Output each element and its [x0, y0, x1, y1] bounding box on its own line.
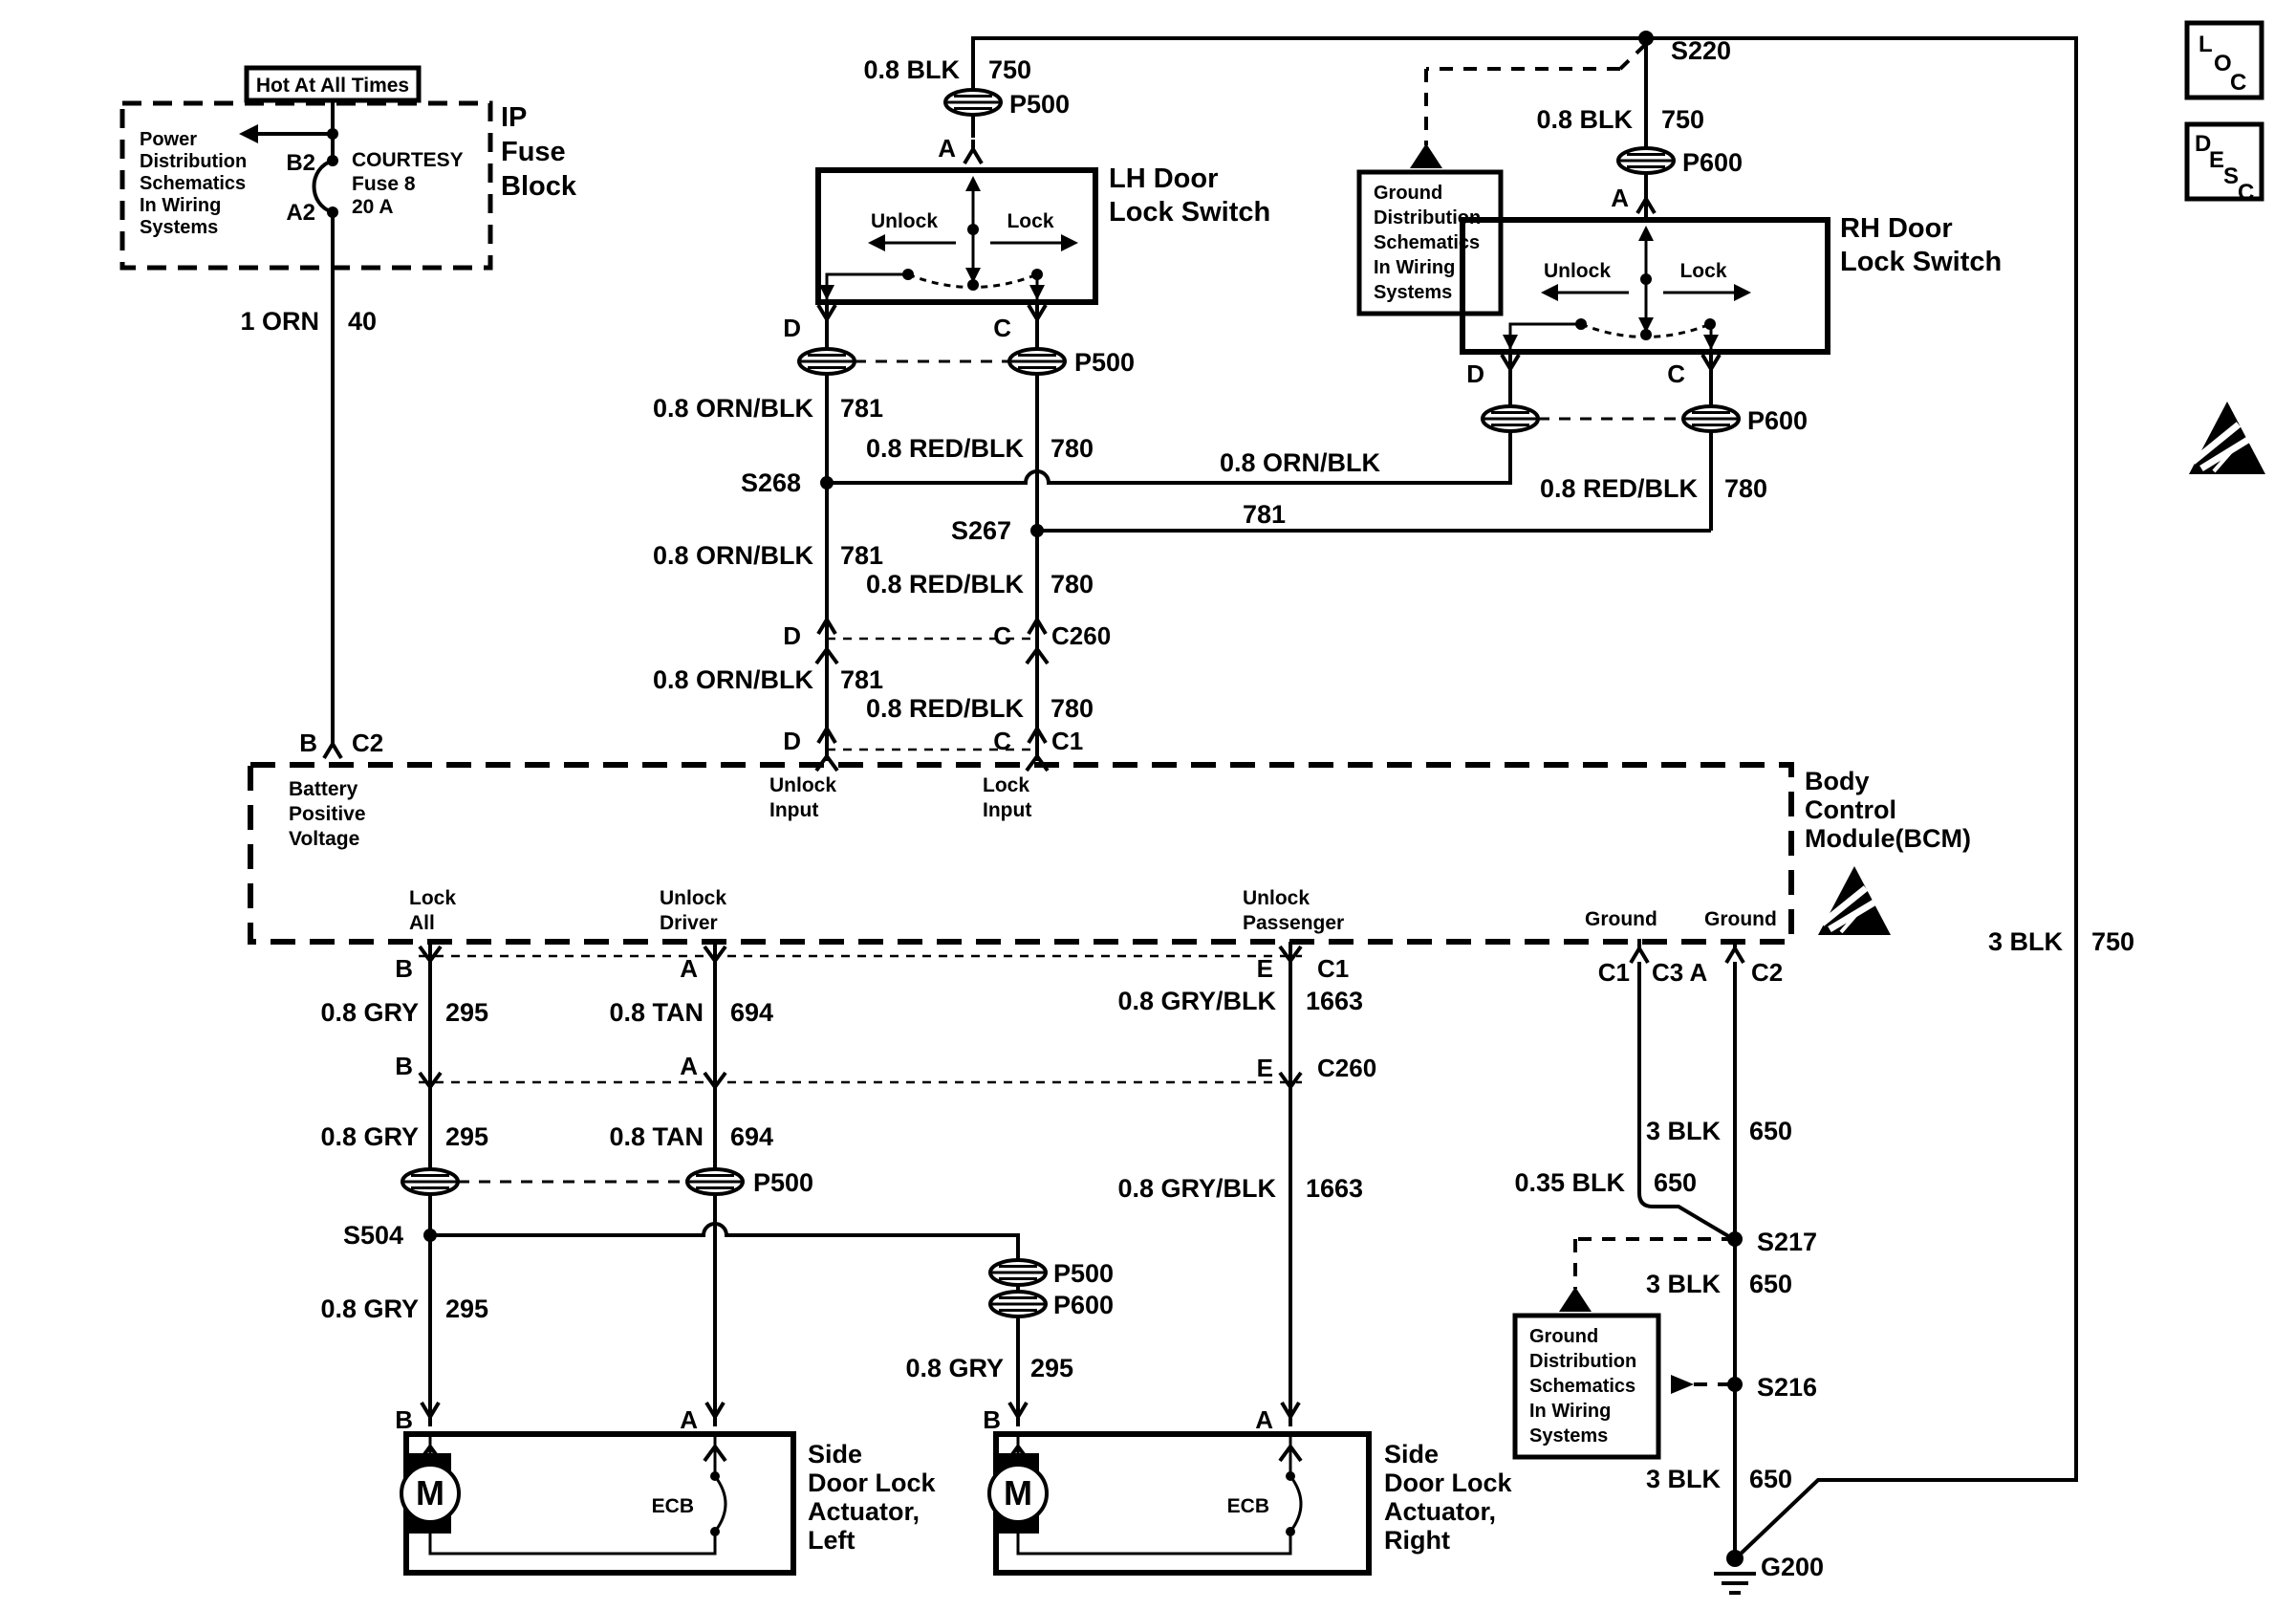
- svg-text:1663: 1663: [1306, 987, 1364, 1015]
- svg-text:3 BLK: 3 BLK: [1645, 1117, 1721, 1145]
- right-arrowhead: [1671, 1375, 1694, 1394]
- bcm-output-wires: [320, 942, 1376, 1417]
- splice-s216: [1727, 1377, 1743, 1392]
- svg-text:295: 295: [445, 1122, 489, 1151]
- svg-text:0.8 TAN: 0.8 TAN: [609, 998, 704, 1027]
- svg-text:Systems: Systems: [140, 217, 219, 238]
- svg-text:G200: G200: [1761, 1553, 1825, 1581]
- svg-text:1663: 1663: [1306, 1174, 1364, 1203]
- svg-text:P500: P500: [1053, 1259, 1115, 1288]
- pin-a2: A2: [286, 200, 315, 226]
- svg-text:781: 781: [1243, 500, 1287, 529]
- svg-text:Positive: Positive: [289, 803, 366, 825]
- svg-text:D: D: [783, 727, 801, 755]
- svg-text:3 BLK: 3 BLK: [1645, 1465, 1721, 1493]
- svg-text:C1: C1: [1317, 954, 1350, 983]
- side-door-lock-actuator-left: [395, 1403, 936, 1573]
- lh-switch-output-wires: [653, 302, 1135, 771]
- svg-text:295: 295: [445, 1295, 489, 1323]
- svg-text:750: 750: [988, 55, 1032, 84]
- svg-text:B: B: [395, 954, 413, 983]
- svg-text:3 BLK: 3 BLK: [1645, 1270, 1721, 1298]
- ground-symbol: [1714, 1574, 1756, 1593]
- svg-text:B: B: [395, 1405, 413, 1434]
- svg-text:P500: P500: [1009, 90, 1071, 119]
- svg-text:0.8 ORN/BLK: 0.8 ORN/BLK: [1219, 448, 1381, 477]
- svg-text:0.8 RED/BLK: 0.8 RED/BLK: [865, 434, 1024, 463]
- svg-text:All: All: [409, 912, 435, 934]
- svg-text:S220: S220: [1671, 36, 1732, 65]
- bcm-title: Body: [1805, 767, 1870, 795]
- svg-text:295: 295: [1030, 1354, 1074, 1382]
- connector-p600-stack: [990, 1292, 1046, 1316]
- lh-pin-d: D: [783, 314, 801, 342]
- svg-text:S217: S217: [1757, 1228, 1818, 1256]
- svg-text:S216: S216: [1757, 1373, 1818, 1402]
- svg-text:3 BLK: 3 BLK: [1987, 927, 2063, 956]
- svg-text:Actuator,: Actuator,: [1384, 1497, 1497, 1526]
- ecb-label: ECB: [651, 1495, 694, 1517]
- svg-text:750: 750: [2091, 927, 2135, 956]
- svg-text:Passenger: Passenger: [1243, 912, 1345, 934]
- svg-text:Systems: Systems: [1529, 1425, 1609, 1447]
- lock-input: Lock: [983, 774, 1030, 796]
- svg-text:A: A: [1255, 1405, 1273, 1434]
- actuator-right-box: [996, 1434, 1369, 1573]
- unlock-input: Unlock: [769, 774, 837, 796]
- svg-text:Actuator,: Actuator,: [808, 1497, 921, 1526]
- svg-text:C1: C1: [1051, 727, 1084, 755]
- svg-text:C260: C260: [1317, 1054, 1377, 1082]
- lh-switch-title: LH Door: [1109, 163, 1219, 194]
- svg-text:780: 780: [1724, 474, 1768, 503]
- lh-pin-a: A: [938, 134, 956, 163]
- svg-text:Voltage: Voltage: [289, 828, 360, 850]
- svg-text:0.8 GRY/BLK: 0.8 GRY/BLK: [1117, 987, 1276, 1015]
- svg-text:A: A: [680, 954, 698, 983]
- esd-warning-icon-page: [2189, 402, 2265, 474]
- svg-text:781: 781: [840, 394, 884, 423]
- svg-text:0.35 BLK: 0.35 BLK: [1514, 1168, 1625, 1197]
- svg-text:S: S: [2223, 163, 2240, 189]
- ground-label-left: Ground: [1585, 908, 1657, 930]
- svg-text:Right: Right: [1384, 1526, 1450, 1555]
- svg-text:C: C: [993, 727, 1011, 755]
- bcm-ground-wires: [1514, 927, 2134, 1593]
- svg-text:Ground: Ground: [1529, 1326, 1599, 1347]
- svg-text:A: A: [680, 1405, 698, 1434]
- ip-fuse-block: [122, 68, 577, 268]
- lh-switch-box: [818, 170, 1095, 302]
- svg-text:M: M: [1004, 1473, 1032, 1512]
- svg-text:694: 694: [730, 1122, 774, 1151]
- ecb-arc: [715, 1476, 726, 1532]
- svg-text:Door Lock: Door Lock: [1384, 1469, 1512, 1497]
- ground-g200-dot: [1726, 1550, 1744, 1567]
- svg-text:D: D: [783, 621, 801, 650]
- svg-text:E: E: [2209, 147, 2225, 173]
- rh-pin-a: A: [1611, 184, 1629, 212]
- svg-text:694: 694: [730, 998, 774, 1027]
- ecb-arc: [1290, 1476, 1301, 1532]
- svg-text:781: 781: [840, 665, 884, 694]
- svg-text:Lock Switch: Lock Switch: [1109, 197, 1271, 228]
- svg-text:Distribution: Distribution: [1374, 207, 1482, 228]
- svg-text:Fuse: Fuse: [501, 137, 566, 167]
- svg-text:Lock Switch: Lock Switch: [1840, 247, 2003, 277]
- up-arrowhead: [1410, 143, 1442, 168]
- svg-text:40: 40: [348, 307, 378, 336]
- svg-text:L: L: [2199, 32, 2213, 57]
- svg-text:D: D: [2195, 131, 2212, 157]
- svg-text:B: B: [983, 1405, 1001, 1434]
- connector-p500-c: [1009, 349, 1065, 374]
- svg-text:0.8 GRY: 0.8 GRY: [905, 1354, 1004, 1382]
- svg-text:780: 780: [1051, 694, 1094, 723]
- svg-text:750: 750: [1661, 105, 1705, 134]
- svg-text:E: E: [1256, 1054, 1273, 1082]
- rh-switch-title: RH Door: [1840, 213, 1953, 244]
- svg-text:1 ORN: 1 ORN: [240, 307, 319, 336]
- svg-text:Distribution: Distribution: [140, 151, 248, 172]
- connector-p600-c: [1683, 406, 1739, 431]
- hot-at-all-times-label: Hot At All Times: [255, 75, 410, 97]
- svg-text:C: C: [2230, 70, 2247, 96]
- svg-text:C1: C1: [1597, 958, 1630, 987]
- lock-all: Lock: [409, 887, 457, 909]
- svg-text:0.8 BLK: 0.8 BLK: [1536, 105, 1633, 134]
- svg-text:20 A: 20 A: [352, 196, 394, 218]
- svg-text:P600: P600: [1682, 148, 1744, 177]
- svg-text:Block: Block: [501, 171, 576, 202]
- svg-text:Driver: Driver: [660, 912, 718, 934]
- actuator-left-box: [406, 1434, 793, 1573]
- svg-text:0.8 RED/BLK: 0.8 RED/BLK: [865, 694, 1024, 723]
- svg-text:In Wiring: In Wiring: [140, 195, 222, 216]
- svg-text:C3 A: C3 A: [1652, 958, 1708, 987]
- battery-positive-voltage: Battery: [289, 778, 358, 800]
- svg-text:Input: Input: [983, 799, 1032, 821]
- svg-text:M: M: [416, 1473, 444, 1512]
- rh-door-lock-switch-branch: [1359, 31, 2002, 352]
- unlock-passenger: Unlock: [1243, 887, 1310, 909]
- svg-text:C: C: [2238, 180, 2255, 206]
- fuse-symbol: [314, 161, 334, 212]
- esd-warning-icon-bcm: [1818, 866, 1891, 935]
- motor-icon: [989, 1453, 1047, 1534]
- svg-text:650: 650: [1749, 1465, 1793, 1493]
- svg-text:0.8 ORN/BLK: 0.8 ORN/BLK: [652, 541, 813, 570]
- svg-text:0.8 GRY: 0.8 GRY: [320, 1295, 419, 1323]
- svg-text:Systems: Systems: [1374, 282, 1453, 303]
- ground-label-right: Ground: [1704, 908, 1777, 930]
- svg-text:Schematics: Schematics: [1374, 232, 1481, 253]
- svg-text:0.8 RED/BLK: 0.8 RED/BLK: [1539, 474, 1698, 503]
- power-distribution-note: Power: [140, 129, 198, 150]
- svg-text:S268: S268: [740, 468, 801, 497]
- pin-b2: B2: [286, 150, 315, 176]
- svg-text:Schematics: Schematics: [140, 173, 247, 194]
- svg-text:0.8 ORN/BLK: 0.8 ORN/BLK: [652, 665, 813, 694]
- svg-text:Left: Left: [808, 1526, 856, 1555]
- svg-text:0.8 TAN: 0.8 TAN: [609, 1122, 704, 1151]
- svg-text:295: 295: [445, 998, 489, 1027]
- svg-text:0.8 GRY/BLK: 0.8 GRY/BLK: [1117, 1174, 1276, 1203]
- svg-text:650: 650: [1749, 1117, 1793, 1145]
- bcm-box: [250, 765, 1971, 942]
- rh-pin-c: C: [1667, 359, 1685, 388]
- svg-text:Door Lock: Door Lock: [808, 1469, 936, 1497]
- svg-text:S267: S267: [950, 516, 1011, 545]
- wire-035-blk: [1639, 962, 1735, 1240]
- lh-lock-label: Lock: [1007, 210, 1054, 232]
- svg-text:Module(BCM): Module(BCM): [1805, 824, 1971, 853]
- svg-text:650: 650: [1749, 1270, 1793, 1298]
- connector-p500-d: [799, 349, 855, 374]
- actuator-right-title: Side: [1384, 1440, 1440, 1469]
- svg-text:0.8 BLK: 0.8 BLK: [863, 55, 960, 84]
- connector-p600-d: [1483, 406, 1538, 431]
- ecb-label: ECB: [1226, 1495, 1269, 1517]
- svg-text:0.8 RED/BLK: 0.8 RED/BLK: [865, 570, 1024, 598]
- fuse-block-name: IP: [501, 102, 528, 133]
- svg-text:650: 650: [1654, 1168, 1698, 1197]
- lh-pin-c: C: [993, 314, 1011, 342]
- svg-text:Ground: Ground: [1374, 183, 1443, 204]
- svg-text:Input: Input: [769, 799, 819, 821]
- pin-b-c2: B: [299, 729, 317, 757]
- connector-p500-b: [402, 1169, 458, 1194]
- svg-text:780: 780: [1051, 570, 1094, 598]
- svg-text:0.8 GRY: 0.8 GRY: [320, 1122, 419, 1151]
- connector-p500-a: [687, 1169, 743, 1194]
- up-arrowhead: [1559, 1287, 1592, 1312]
- svg-text:A: A: [680, 1052, 698, 1080]
- svg-text:P600: P600: [1747, 406, 1809, 435]
- svg-text:In Wiring: In Wiring: [1374, 257, 1456, 278]
- svg-text:0.8 ORN/BLK: 0.8 ORN/BLK: [652, 394, 813, 423]
- svg-text:P500: P500: [753, 1168, 814, 1197]
- svg-text:Fuse 8: Fuse 8: [352, 173, 416, 195]
- svg-text:C: C: [993, 621, 1011, 650]
- svg-text:C2: C2: [1751, 958, 1784, 987]
- rh-unlock-label: Unlock: [1543, 260, 1612, 282]
- lh-unlock-label: Unlock: [870, 210, 939, 232]
- motor-icon: [401, 1453, 459, 1534]
- svg-text:C2: C2: [352, 729, 384, 757]
- svg-text:P600: P600: [1053, 1291, 1115, 1319]
- rh-pin-d: D: [1466, 359, 1484, 388]
- actuator-left-title: Side: [808, 1440, 863, 1469]
- svg-text:Control: Control: [1805, 795, 1896, 824]
- svg-text:Schematics: Schematics: [1529, 1376, 1636, 1397]
- side-door-lock-actuator-right: [983, 1403, 1512, 1573]
- svg-text:S504: S504: [342, 1221, 403, 1250]
- corner-tags: [2187, 23, 2265, 474]
- connector-p500-top: [945, 90, 1001, 115]
- wire-1-orn-40: [240, 212, 383, 758]
- svg-text:B: B: [395, 1052, 413, 1080]
- svg-text:781: 781: [840, 541, 884, 570]
- svg-text:Distribution: Distribution: [1529, 1351, 1637, 1372]
- unlock-driver: Unlock: [660, 887, 727, 909]
- wire-s504-branch: [430, 1224, 1018, 1417]
- svg-text:O: O: [2214, 51, 2232, 76]
- rh-lock-label: Lock: [1679, 260, 1727, 282]
- svg-text:E: E: [1256, 954, 1273, 983]
- connector-c260-label: C260: [1051, 621, 1112, 650]
- courtesy-fuse-label: COURTESY: [352, 149, 464, 171]
- svg-text:780: 780: [1051, 434, 1094, 463]
- svg-text:0.8 GRY: 0.8 GRY: [320, 998, 419, 1027]
- left-arrowhead: [239, 124, 258, 143]
- connector-p500-stack: [990, 1260, 1046, 1285]
- connector-p600-top: [1618, 148, 1674, 173]
- svg-text:P500: P500: [1074, 348, 1136, 377]
- svg-text:In Wiring: In Wiring: [1529, 1401, 1612, 1422]
